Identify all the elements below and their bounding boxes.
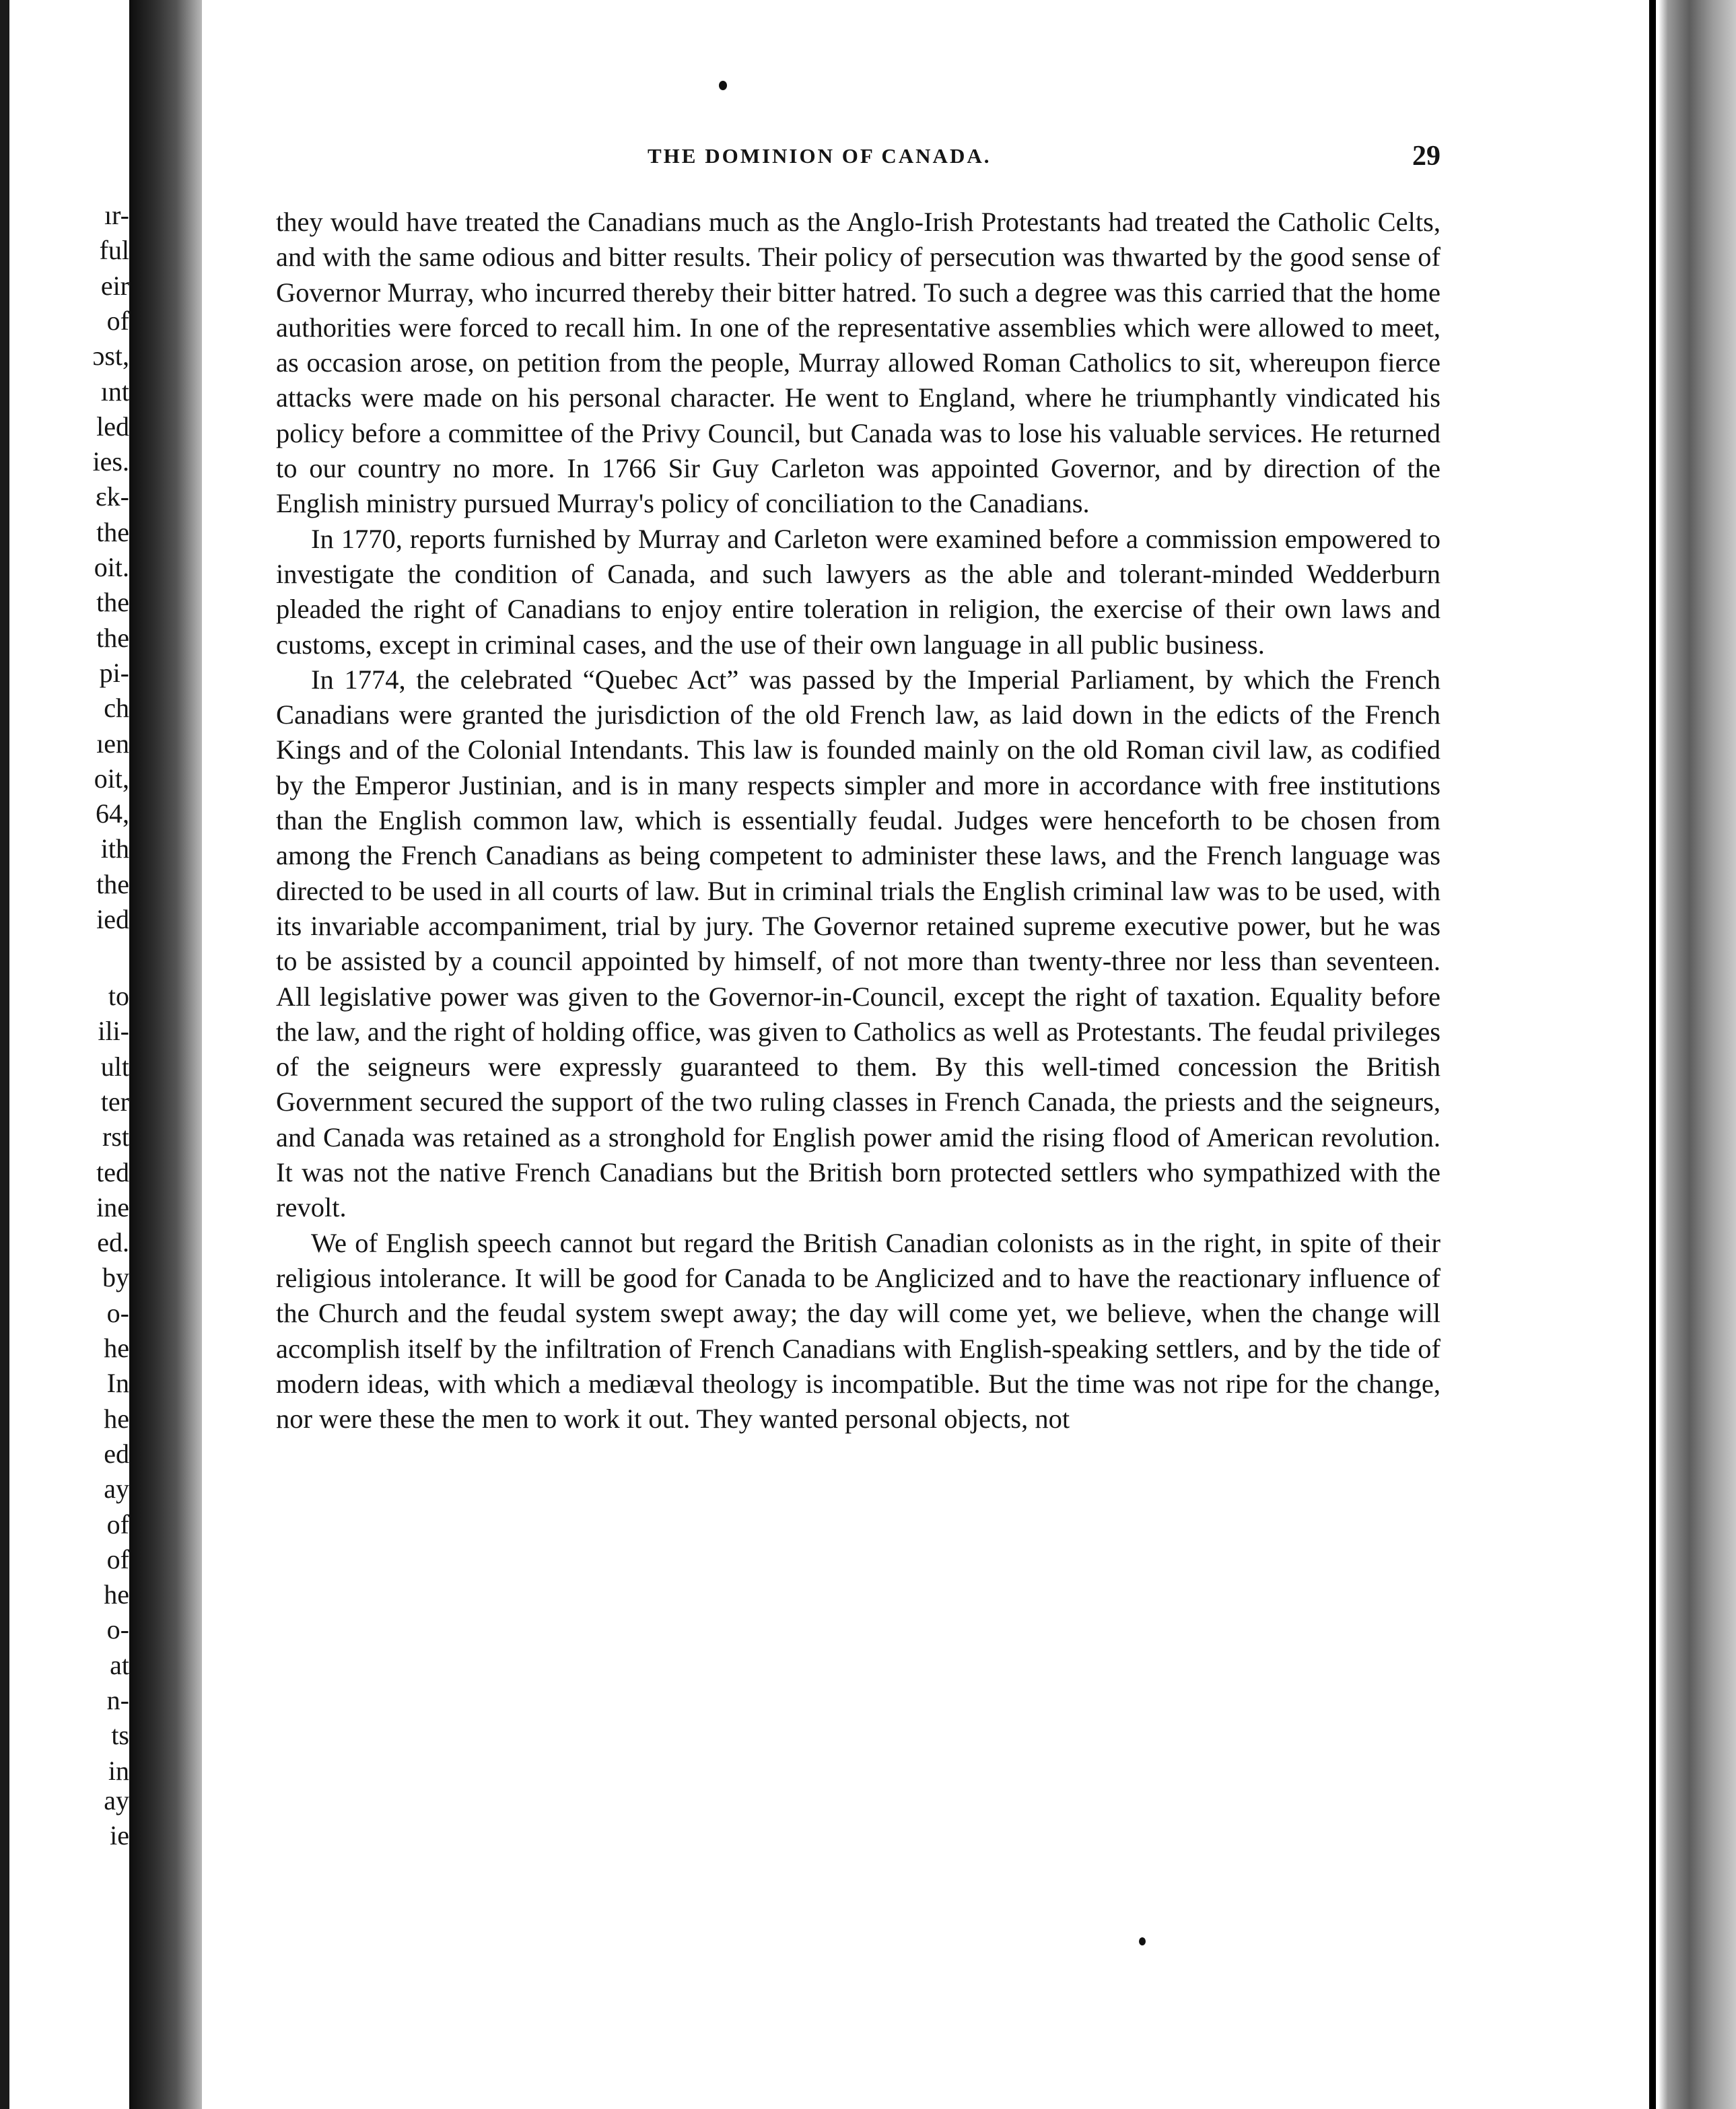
body-text (276, 205, 1440, 1437)
previous-page-word: rst (102, 1121, 129, 1152)
previous-page-word: of (106, 305, 129, 336)
previous-page-word: ır- (104, 200, 129, 230)
previous-page-word: the (96, 868, 129, 899)
previous-page-word: ts (111, 1720, 129, 1751)
previous-page-word: In (106, 1368, 129, 1399)
previous-page-word: ie (110, 1820, 129, 1851)
previous-page-word: ied (96, 904, 129, 934)
previous-page-word: ed. (97, 1227, 129, 1258)
running-head: THE DOMINION OF CANADA. (648, 144, 992, 168)
previous-page-word: ies. (92, 446, 129, 477)
previous-page-word: oit. (94, 552, 129, 582)
paragraph: We of English speech cannot but regard the British Canadian colonists as in the right, in spite of their religious intolerance. It will be good for Canada to be Anglicized and to have the reactionary influence of the Church and the feudal system swept away; the day will come yet, we believe, when the change will accomplish itself by the infiltration of French Canadians with English-speaking settlers, and by the tide of modern ideas, with which a mediæval theology is incompatible. But the time was not ripe for the change, nor were these the men to work it out. They wanted personal objects, not (276, 1227, 1440, 1434)
paragraph: In 1770, reports furnished by Murray and Carleton were examined before a commission empowered to investigate the condition of Canada, and such lawyers as the able and tolerant-minded Wedderburn pleaded the right of Canadians to enjoy entire toleration in religion, the exercise of their own laws and customs, except in criminal cases, and the use of their own language in all public business. (276, 523, 1440, 660)
previous-page-word: ine (96, 1191, 129, 1222)
previous-page-word: eir (100, 270, 129, 301)
previous-page-word: pi- (99, 657, 129, 688)
previous-page-word: o- (106, 1614, 129, 1645)
previous-page-word: ter (100, 1086, 129, 1117)
page-header (277, 140, 1440, 180)
paragraph: In 1774, the celebrated “Quebec Act” was passed by the Imperial Parliament, by which the French Canadians were granted the jurisdiction of the old French law, as laid down in the edicts of the French Kings and of the Colonial Intendants. This law is founded mainly on the old Roman civil law, as codified by the Emperor Justinian, and is in many respects simpler and more in accordance with free institutions than the English common law, which is essentially feudal. Judges were henceforth to be chosen from among the French Canadians as being competent to administer these laws, and the French language was directed to be used in all courts of law. But in criminal trials the English criminal law was to be used, with its invariable accompaniment, trial by jury. The Governor retained supreme executive power, but he was to be assisted by a council appointed by himself, of not more than twenty-three nor less than seventeen. All legislative power was given to the Governor-in-Council, except the right of taxation. Equality before the law, and the right of holding office, was given to Catholics as well as Protestants. The feudal privileges of the seigneurs were expressly guaranteed to them. By this well-timed concession the British Government secured the support of the two ruling classes in French Canada, the priests and the seigneurs, and Canada was retained as a stronghold for English power amid the rising flood of American revolution. It was not the native French Canadians but the British born protected settlers who sympathized with the revolt. (276, 664, 1440, 1223)
previous-page-word: the (96, 622, 129, 653)
previous-page-word: he (104, 1333, 129, 1363)
previous-page-word: by (102, 1262, 129, 1293)
previous-page-word: ful (99, 235, 129, 266)
previous-page-word: the (96, 587, 129, 618)
scan-edge-left (0, 0, 9, 2109)
previous-page-word: ɔst, (92, 341, 129, 372)
previous-page-word: in (108, 1755, 129, 1786)
previous-page-word: oit, (94, 763, 129, 794)
previous-page-word: ith (100, 833, 129, 864)
previous-page-word: he (104, 1579, 129, 1610)
previous-page-word: he (104, 1403, 129, 1434)
previous-page-word: of (106, 1509, 129, 1540)
previous-page-word: ɛk- (95, 481, 129, 512)
previous-page-word: of (106, 1544, 129, 1575)
previous-page-word: o- (106, 1297, 129, 1328)
previous-page-word: ınt (100, 376, 129, 407)
previous-page-word: to (108, 981, 129, 1011)
paragraph: they would have treated the Canadians much as the Anglo-Irish Protestants had treated the Catholic Celts, and with the same odious and bitter results. Their policy of persecution was thwarted by the good sense of Governor Murray, who incurred thereby their bitter hatred. To such a degree was this carried that the home authorities were forced to recall him. In one of the representative assemblies which were allowed to meet, as occasion arose, on petition from the people, Murray allowed Roman Catholics to sit, whereupon fierce attacks were made on his personal character. He went to England, where he triumphantly vindicated his policy before a committee of the Privy Council, but Canada was to lose his valuable services. He returned to our country no more. In 1766 Sir Guy Carleton was appointed Governor, and by direction of the English ministry pursued Murray's policy of conciliation to the Canadians. (276, 207, 1440, 519)
previous-page-word: ed (104, 1438, 129, 1469)
previous-page-word: ted (96, 1156, 129, 1187)
page-edge-line (1649, 0, 1656, 2109)
scan-speck (1139, 1937, 1146, 1945)
book-gutter (129, 0, 202, 2109)
page-number: 29 (1412, 141, 1440, 172)
previous-page-word: led (96, 411, 129, 442)
previous-page-word: at (110, 1649, 129, 1680)
previous-page-word: ili- (98, 1016, 129, 1047)
scan-edge-right (1659, 0, 1736, 2109)
previous-page-word: the (96, 516, 129, 547)
previous-page-word: ıen (96, 728, 129, 759)
previous-page-word: ay (104, 1474, 129, 1505)
previous-page-word: ch (104, 693, 129, 724)
previous-page-word: n- (106, 1685, 129, 1715)
scan-speck (719, 81, 727, 90)
previous-page-word: ult (100, 1051, 129, 1082)
previous-page-word: ay (104, 1785, 129, 1816)
previous-page-word: 64, (96, 798, 129, 829)
